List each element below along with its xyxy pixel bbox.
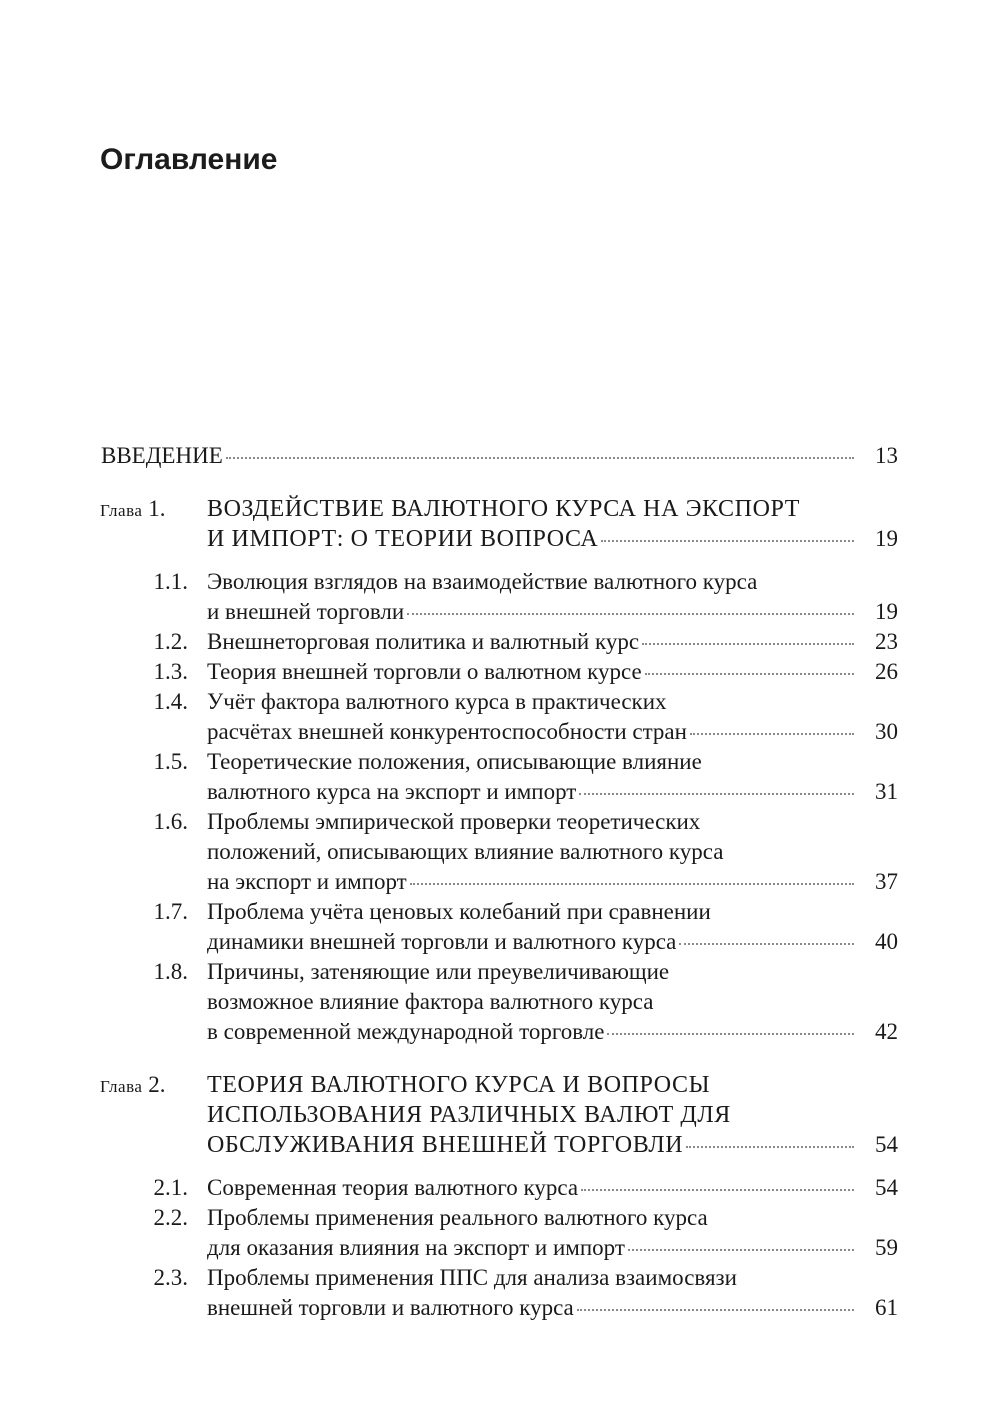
toc-line: Проблемы применения реального валютного курса	[207, 1205, 708, 1230]
dot-leader	[642, 641, 854, 645]
section-number: 1.8.	[153, 959, 188, 984]
dot-leader	[581, 1187, 854, 1191]
toc-entry-text	[207, 657, 847, 687]
dot-leader	[579, 791, 854, 795]
toc-entry-text	[207, 897, 847, 957]
section-number: 2.1.	[153, 1175, 188, 1200]
section-number: 1.3.	[153, 659, 188, 684]
toc-line: Теория внешней торговли о валютном курсе	[207, 659, 642, 684]
toc-entry-text	[207, 687, 847, 747]
toc-line: Учёт фактора валютного курса в практических	[207, 689, 667, 714]
toc-page-number: 26	[875, 659, 898, 684]
toc-entry-text	[207, 567, 847, 627]
toc-line: ТЕОРИЯ ВАЛЮТНОГО КУРСА И ВОПРОСЫ	[207, 1072, 711, 1098]
toc-entry-text	[207, 1263, 847, 1323]
toc-page-number: 54	[875, 1132, 898, 1157]
toc-line: внешней торговли и валютного курса	[207, 1295, 574, 1320]
toc-entry-text	[207, 1173, 847, 1203]
toc-line: возможное влияние фактора валютного курса	[207, 989, 654, 1014]
toc-line: Проблемы применения ППС для анализа взаимосвязи	[207, 1265, 737, 1290]
toc-page-number: 54	[875, 1175, 898, 1200]
dot-leader	[607, 1031, 854, 1035]
toc-line: Проблема учёта ценовых колебаний при сравнении	[207, 899, 711, 924]
toc-page-number: 23	[875, 629, 898, 654]
dot-leader	[601, 538, 854, 542]
toc-line: Проблемы эмпирической проверки теоретических	[207, 809, 701, 834]
dot-leader	[645, 671, 854, 675]
dot-leader	[628, 1247, 854, 1251]
toc-line: на экспорт и импорт	[207, 869, 407, 894]
chapter-number-value: 2.	[148, 1072, 166, 1097]
toc-line: в современной международной торговле	[207, 1019, 605, 1044]
section-number: 1.2.	[153, 629, 188, 654]
toc-line: И ИМПОРТ: О ТЕОРИИ ВОПРОСА	[207, 526, 599, 552]
dot-leader	[686, 1144, 854, 1148]
toc-entry-text	[207, 1203, 847, 1263]
toc-page-number: 30	[875, 719, 898, 744]
section-number: 1.5.	[153, 749, 188, 774]
section-number: 1.7.	[153, 899, 188, 924]
toc-entry-text	[207, 957, 847, 1047]
toc-line: положений, описывающих влияние валютного курса	[207, 839, 724, 864]
section-number: 1.4.	[153, 689, 188, 714]
section-number: 2.2.	[153, 1205, 188, 1230]
dot-leader	[577, 1307, 854, 1311]
chapter-number	[100, 1070, 188, 1102]
toc-line: Теоретические положения, описывающие влияние	[207, 749, 702, 774]
dot-leader	[679, 941, 854, 945]
toc-page-number: 37	[875, 869, 898, 894]
dot-leader	[410, 881, 854, 885]
toc-entry-text	[207, 627, 847, 657]
toc-line: для оказания влияния на экспорт и импорт	[207, 1235, 625, 1260]
section-number: 1.6.	[153, 809, 188, 834]
chapter-number	[100, 494, 188, 526]
page-title: Оглавление	[100, 143, 278, 176]
dot-leader	[226, 455, 854, 459]
toc-line: Причины, затеняющие или преувеличивающие	[207, 959, 670, 984]
toc-line: ОБСЛУЖИВАНИЯ ВНЕШНЕЙ ТОРГОВЛИ	[207, 1132, 684, 1158]
toc-line: динамики внешней торговли и валютного курса	[207, 929, 677, 954]
toc-line: расчётах внешней конкурентоспособности стран	[207, 719, 687, 744]
toc-entry-text	[207, 1070, 847, 1160]
chapter-prefix: Глава	[100, 501, 143, 520]
dot-leader	[407, 611, 854, 615]
toc-entry-text	[207, 747, 847, 807]
toc-page-number: 40	[875, 929, 898, 954]
toc-page-number: 13	[875, 443, 898, 468]
dot-leader	[690, 731, 854, 735]
toc-entry-text	[207, 807, 847, 897]
toc-page-number: 42	[875, 1019, 898, 1044]
toc-line: и внешней торговли	[207, 599, 405, 624]
toc-page-number: 61	[875, 1295, 898, 1320]
section-number: 2.3.	[153, 1265, 188, 1290]
toc-page-number: 31	[875, 779, 898, 804]
toc-page-number: 19	[875, 526, 898, 551]
toc-line: ИСПОЛЬЗОВАНИЯ РАЗЛИЧНЫХ ВАЛЮТ ДЛЯ	[207, 1102, 731, 1128]
toc-line: Современная теория валютного курса	[207, 1175, 579, 1200]
toc-page-number: 59	[875, 1235, 898, 1260]
section-number: 1.1.	[153, 569, 188, 594]
toc-line: валютного курса на экспорт и импорт	[207, 779, 577, 804]
toc-page-number: 19	[875, 599, 898, 624]
toc-entry-text	[207, 494, 847, 554]
chapter-prefix: Глава	[100, 1077, 143, 1096]
toc-entry-title: ВВЕДЕНИЕ	[101, 443, 223, 468]
toc-entry-text	[101, 441, 861, 471]
toc-line: ВОЗДЕЙСТВИЕ ВАЛЮТНОГО КУРСА НА ЭКСПОРТ	[207, 496, 801, 522]
toc-line: Внешнеторговая политика и валютный курс	[207, 629, 640, 654]
chapter-number-value: 1.	[148, 496, 166, 521]
toc-line: Эволюция взглядов на взаимодействие валютного курса	[207, 569, 758, 594]
